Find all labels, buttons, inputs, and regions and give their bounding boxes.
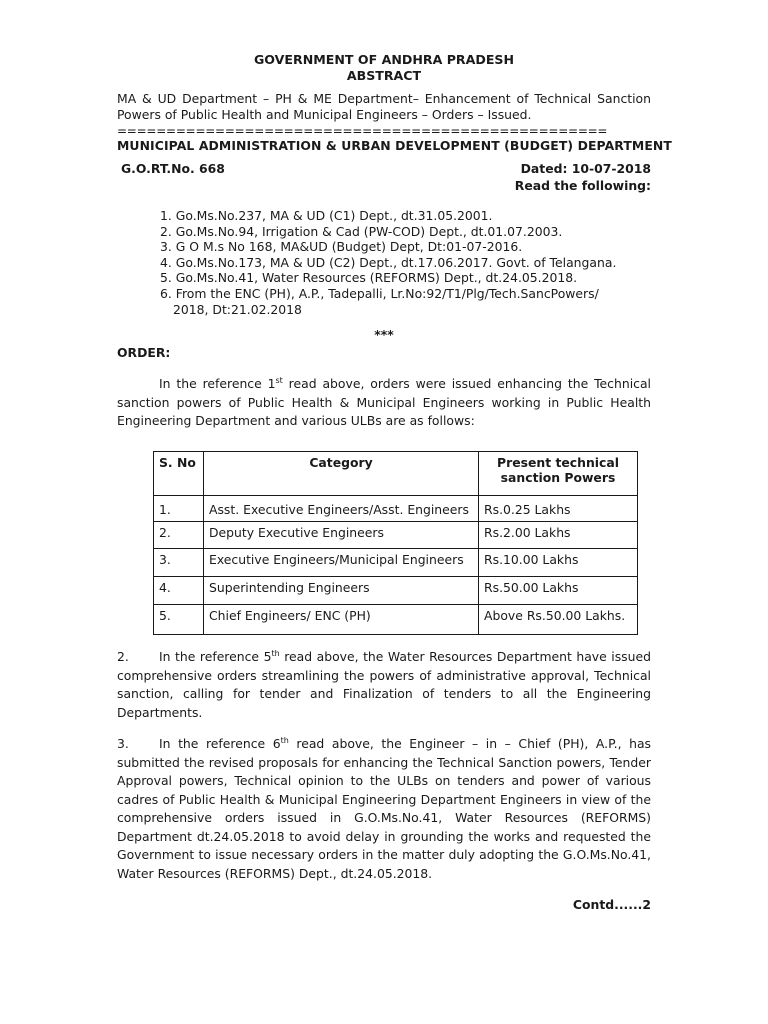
cell-sno: 2. xyxy=(154,522,204,549)
cell-category: Chief Engineers/ ENC (PH) xyxy=(204,605,479,635)
para3-text-start: In the reference 6 xyxy=(159,736,281,751)
para1-text-end: read above, orders were issued enhancing the Technical sanction powers of Public Health & Municipal Engineers working in Public Health Engineering Department and various ULBs are as follows: xyxy=(117,376,651,428)
cell-sno: 3. xyxy=(154,549,204,577)
reference-item-continued: 2018, Dt:21.02.2018 xyxy=(173,301,302,317)
paragraph-3 xyxy=(117,735,651,883)
section-stars: *** xyxy=(374,327,394,342)
cell-power: Rs.50.00 Lakhs xyxy=(479,577,638,605)
cell-category: Deputy Executive Engineers xyxy=(204,522,479,549)
cell-category: Executive Engineers/Municipal Engineers xyxy=(204,549,479,577)
continued-marker: Contd......2 xyxy=(572,897,651,912)
para2-superscript: th xyxy=(271,648,280,658)
department-name: MUNICIPAL ADMINISTRATION & URBAN DEVELOPMENT (BUDGET) DEPARTMENT xyxy=(117,138,672,153)
cell-power: Rs.0.25 Lakhs xyxy=(479,496,638,522)
para1-text-start: In the reference 1 xyxy=(159,376,276,391)
cell-sno: 5. xyxy=(154,605,204,635)
order-heading: ORDER: xyxy=(117,345,171,360)
cell-category: Superintending Engineers xyxy=(204,577,479,605)
table-row xyxy=(154,522,638,549)
para2-text-end: read above, the Water Resources Department have issued comprehensive orders streamlining the powers of administrative approval, Technical sanction, calling for tender and Finalization of tenders to all the Engineering Departments. xyxy=(117,649,651,720)
reference-item: 3. G O M.s No 168, MA&UD (Budget) Dept, Dt:01-07-2016. xyxy=(160,239,523,255)
table-row xyxy=(154,496,638,522)
reference-item: 2. Go.Ms.No.94, Irrigation & Cad (PW-COD) Dept., dt.01.07.2003. xyxy=(160,223,563,239)
table-header-row xyxy=(154,452,638,496)
sanction-powers-table xyxy=(153,451,638,635)
para2-text-start: In the reference 5 xyxy=(159,649,272,664)
para1-superscript: st xyxy=(275,375,283,385)
reference-list xyxy=(160,208,616,317)
reference-item: 1. Go.Ms.No.237, MA & UD (C1) Dept., dt.31.05.2001. xyxy=(160,208,493,223)
separator-line: ================================================== xyxy=(117,124,608,138)
reference-item: 5. Go.Ms.No.41, Water Resources (REFORMS) Dept., dt.24.05.2018. xyxy=(160,270,578,286)
table-row xyxy=(154,605,638,635)
para3-number: 3. xyxy=(117,736,129,751)
para3-text-end: read above, the Engineer – in – Chief (PH), A.P., has submitted the revised proposals for enhancing the Technical Sanction powers, Tender Approval powers, Technical opinion to the ULBs on tenders and power of various cadres of Public Health & Municipal Engineering Department Engineers in view of the comprehensive orders issued in G.O.Ms.No.41, Water Resources (REFORMS) Department dt.24.05.2018 to avoid delay in grounding the works and requested the Government to issue necessary orders in the matter duly adopting the G.O.Ms.No.41, Water Resources (REFORMS) Dept., dt.24.05.2018. xyxy=(117,736,651,881)
header-category: Category xyxy=(204,452,479,496)
para2-number: 2. xyxy=(117,649,129,664)
order-date: Dated: 10-07-2018 xyxy=(520,161,651,176)
cell-power: Above Rs.50.00 Lakhs. xyxy=(479,605,638,635)
cell-category: Asst. Executive Engineers/Asst. Engineers xyxy=(204,496,479,522)
abstract-title: ABSTRACT xyxy=(346,68,422,83)
table-row xyxy=(154,549,638,577)
cell-power: Rs.2.00 Lakhs xyxy=(479,522,638,549)
cell-sno: 4. xyxy=(154,577,204,605)
abstract-subject: MA & UD Department – PH & ME Department– Enhancement of Technical Sanction Powers of Public Health and Municipal Engineers – Orders – Issued. xyxy=(117,91,651,122)
read-following-label: Read the following: xyxy=(514,178,651,193)
paragraph-2 xyxy=(117,648,651,722)
cell-power: Rs.10.00 Lakhs xyxy=(479,549,638,577)
paragraph-1 xyxy=(117,375,651,431)
table-row xyxy=(154,577,638,605)
header-powers: Present technical sanction Powers xyxy=(479,452,638,496)
para3-superscript: th xyxy=(280,735,289,745)
header-sno: S. No xyxy=(154,452,204,496)
reference-item: 6. From the ENC (PH), A.P., Tadepalli, Lr.No:92/T1/Plg/Tech.SancPowers/ xyxy=(160,285,599,301)
government-title: GOVERNMENT OF ANDHRA PRADESH xyxy=(253,52,515,67)
order-number: G.O.RT.No. 668 xyxy=(121,161,225,176)
cell-sno: 1. xyxy=(154,496,204,522)
reference-item: 4. Go.Ms.No.173, MA & UD (C2) Dept., dt.17.06.2017. Govt. of Telangana. xyxy=(160,254,617,270)
